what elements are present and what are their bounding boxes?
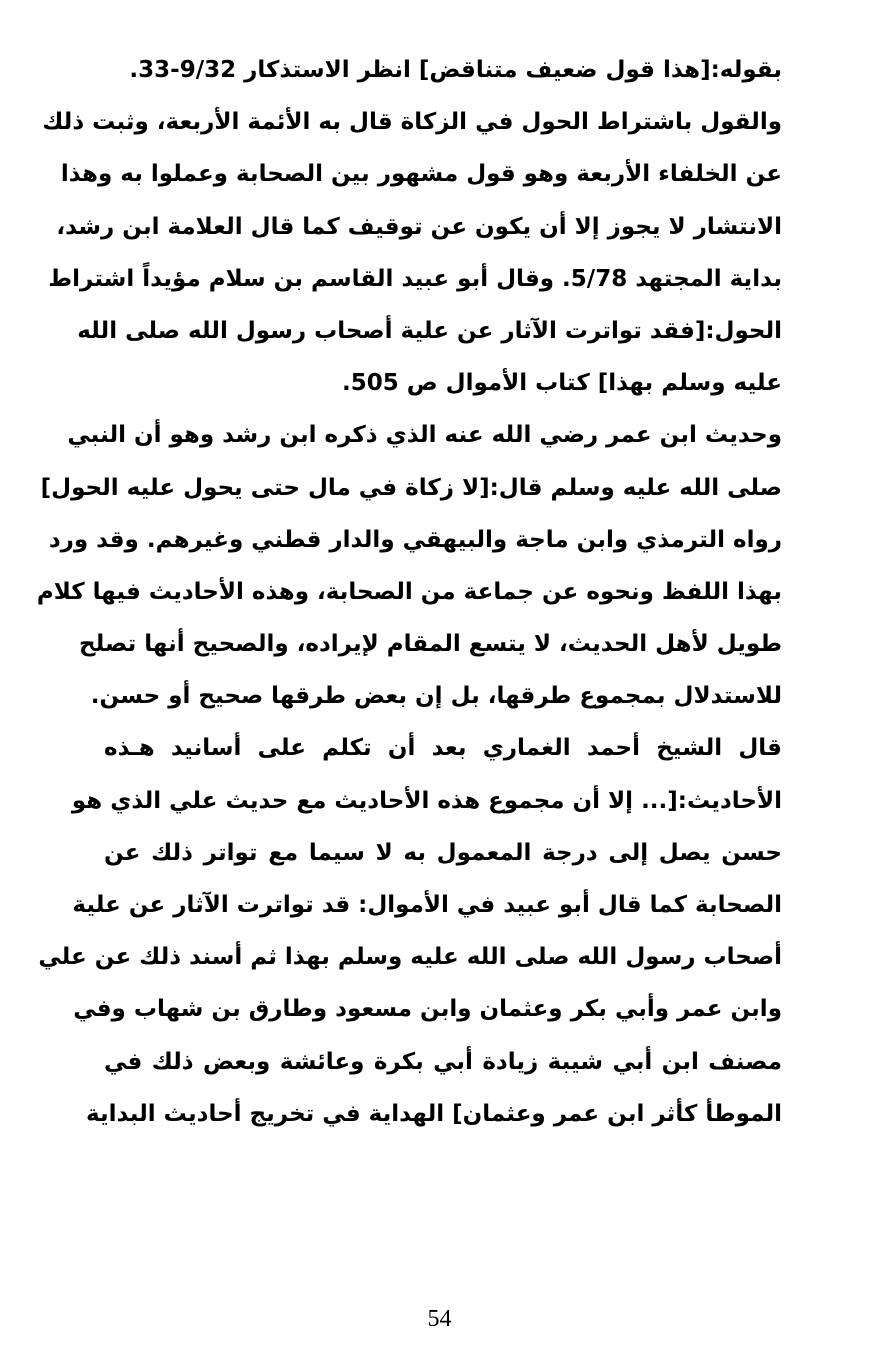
text-line: صلى الله عليه وسلم قال:[لا زكاة في مال حتى يحول عليه الحول] [40, 474, 782, 501]
text-line: للاستدلال بمجموع طرقها، بل إن بعض طرقها صحيح أو حسن. [90, 683, 782, 710]
text-line: طويل لأهل الحديث، لا يتسع المقام لإيراده، والصحيح أنها تصلح [79, 631, 782, 658]
text-line: الانتشار لا يجوز إلا أن يكون عن توقيف كما قال العلامة ابن رشد، [56, 213, 782, 240]
body-text [36, 44, 782, 1140]
text-line: الموطأ كأثر ابن عمر وعثمان] الهداية في تخريج أحاديث البداية [86, 1100, 782, 1127]
text-line: بقوله:[هذا قول ضعيف متناقض] انظر الاستذكار 9/32-33. [129, 57, 782, 83]
text-line: حسن يصل إلى درجة المعمول به لا سيما مع تواتر ذلك عن [104, 839, 782, 866]
text-line: الحول:[فقد تواترت الآثار عن علية أصحاب رسول الله صلى الله [77, 317, 782, 344]
text-line: وابن عمر وأبي بكر وعثمان وابن مسعود وطارق بن شهاب وفي [73, 996, 782, 1023]
text-line: بداية المجتهد 5/78. وقال أبو عبيد القاسم بن سلام مؤيداً اشتراط [48, 265, 782, 292]
text-line: وحديث ابن عمر رضي الله عنه الذي ذكره ابن رشد وهو أن النبي [67, 422, 782, 449]
text-line: أصحاب رسول الله صلى الله عليه وسلم بهذا ثم أسند ذلك عن علي [38, 944, 782, 971]
text-line: بهذا اللفظ ونحوه عن جماعة من الصحابة، وهذه الأحاديث فيها كلام [36, 578, 782, 605]
text-line: قال الشيخ أحمد الغماري بعد أن تكلم على أسانيد هـذه [104, 735, 782, 762]
text-line: والقول باشتراط الحول في الزكاة قال به الأئمة الأربعة، وثبت ذلك [42, 109, 782, 136]
text-line: مصنف ابن أبي شيبة زيادة أبي بكرة وعائشة وبعض ذلك في [104, 1048, 782, 1075]
page-number: 54 [427, 1306, 452, 1332]
text-line: عن الخلفاء الأربعة وهو قول مشهور بين الصحابة وعملوا به وهذا [60, 161, 782, 188]
text-line: الأحاديث:[... إلا أن مجموع هذه الأحاديث مع حديث علي الذي هو [71, 787, 782, 814]
text-line: رواه الترمذي وابن ماجة والبيهقي والدار قطني وغيرهم. وقد ورد [48, 526, 782, 553]
text-line: عليه وسلم بهذا] كتاب الأموال ص 505. [341, 370, 782, 397]
text-line: الصحابة كما قال أبو عبيد في الأموال: قد تواترت الآثار عن علية [72, 892, 782, 918]
